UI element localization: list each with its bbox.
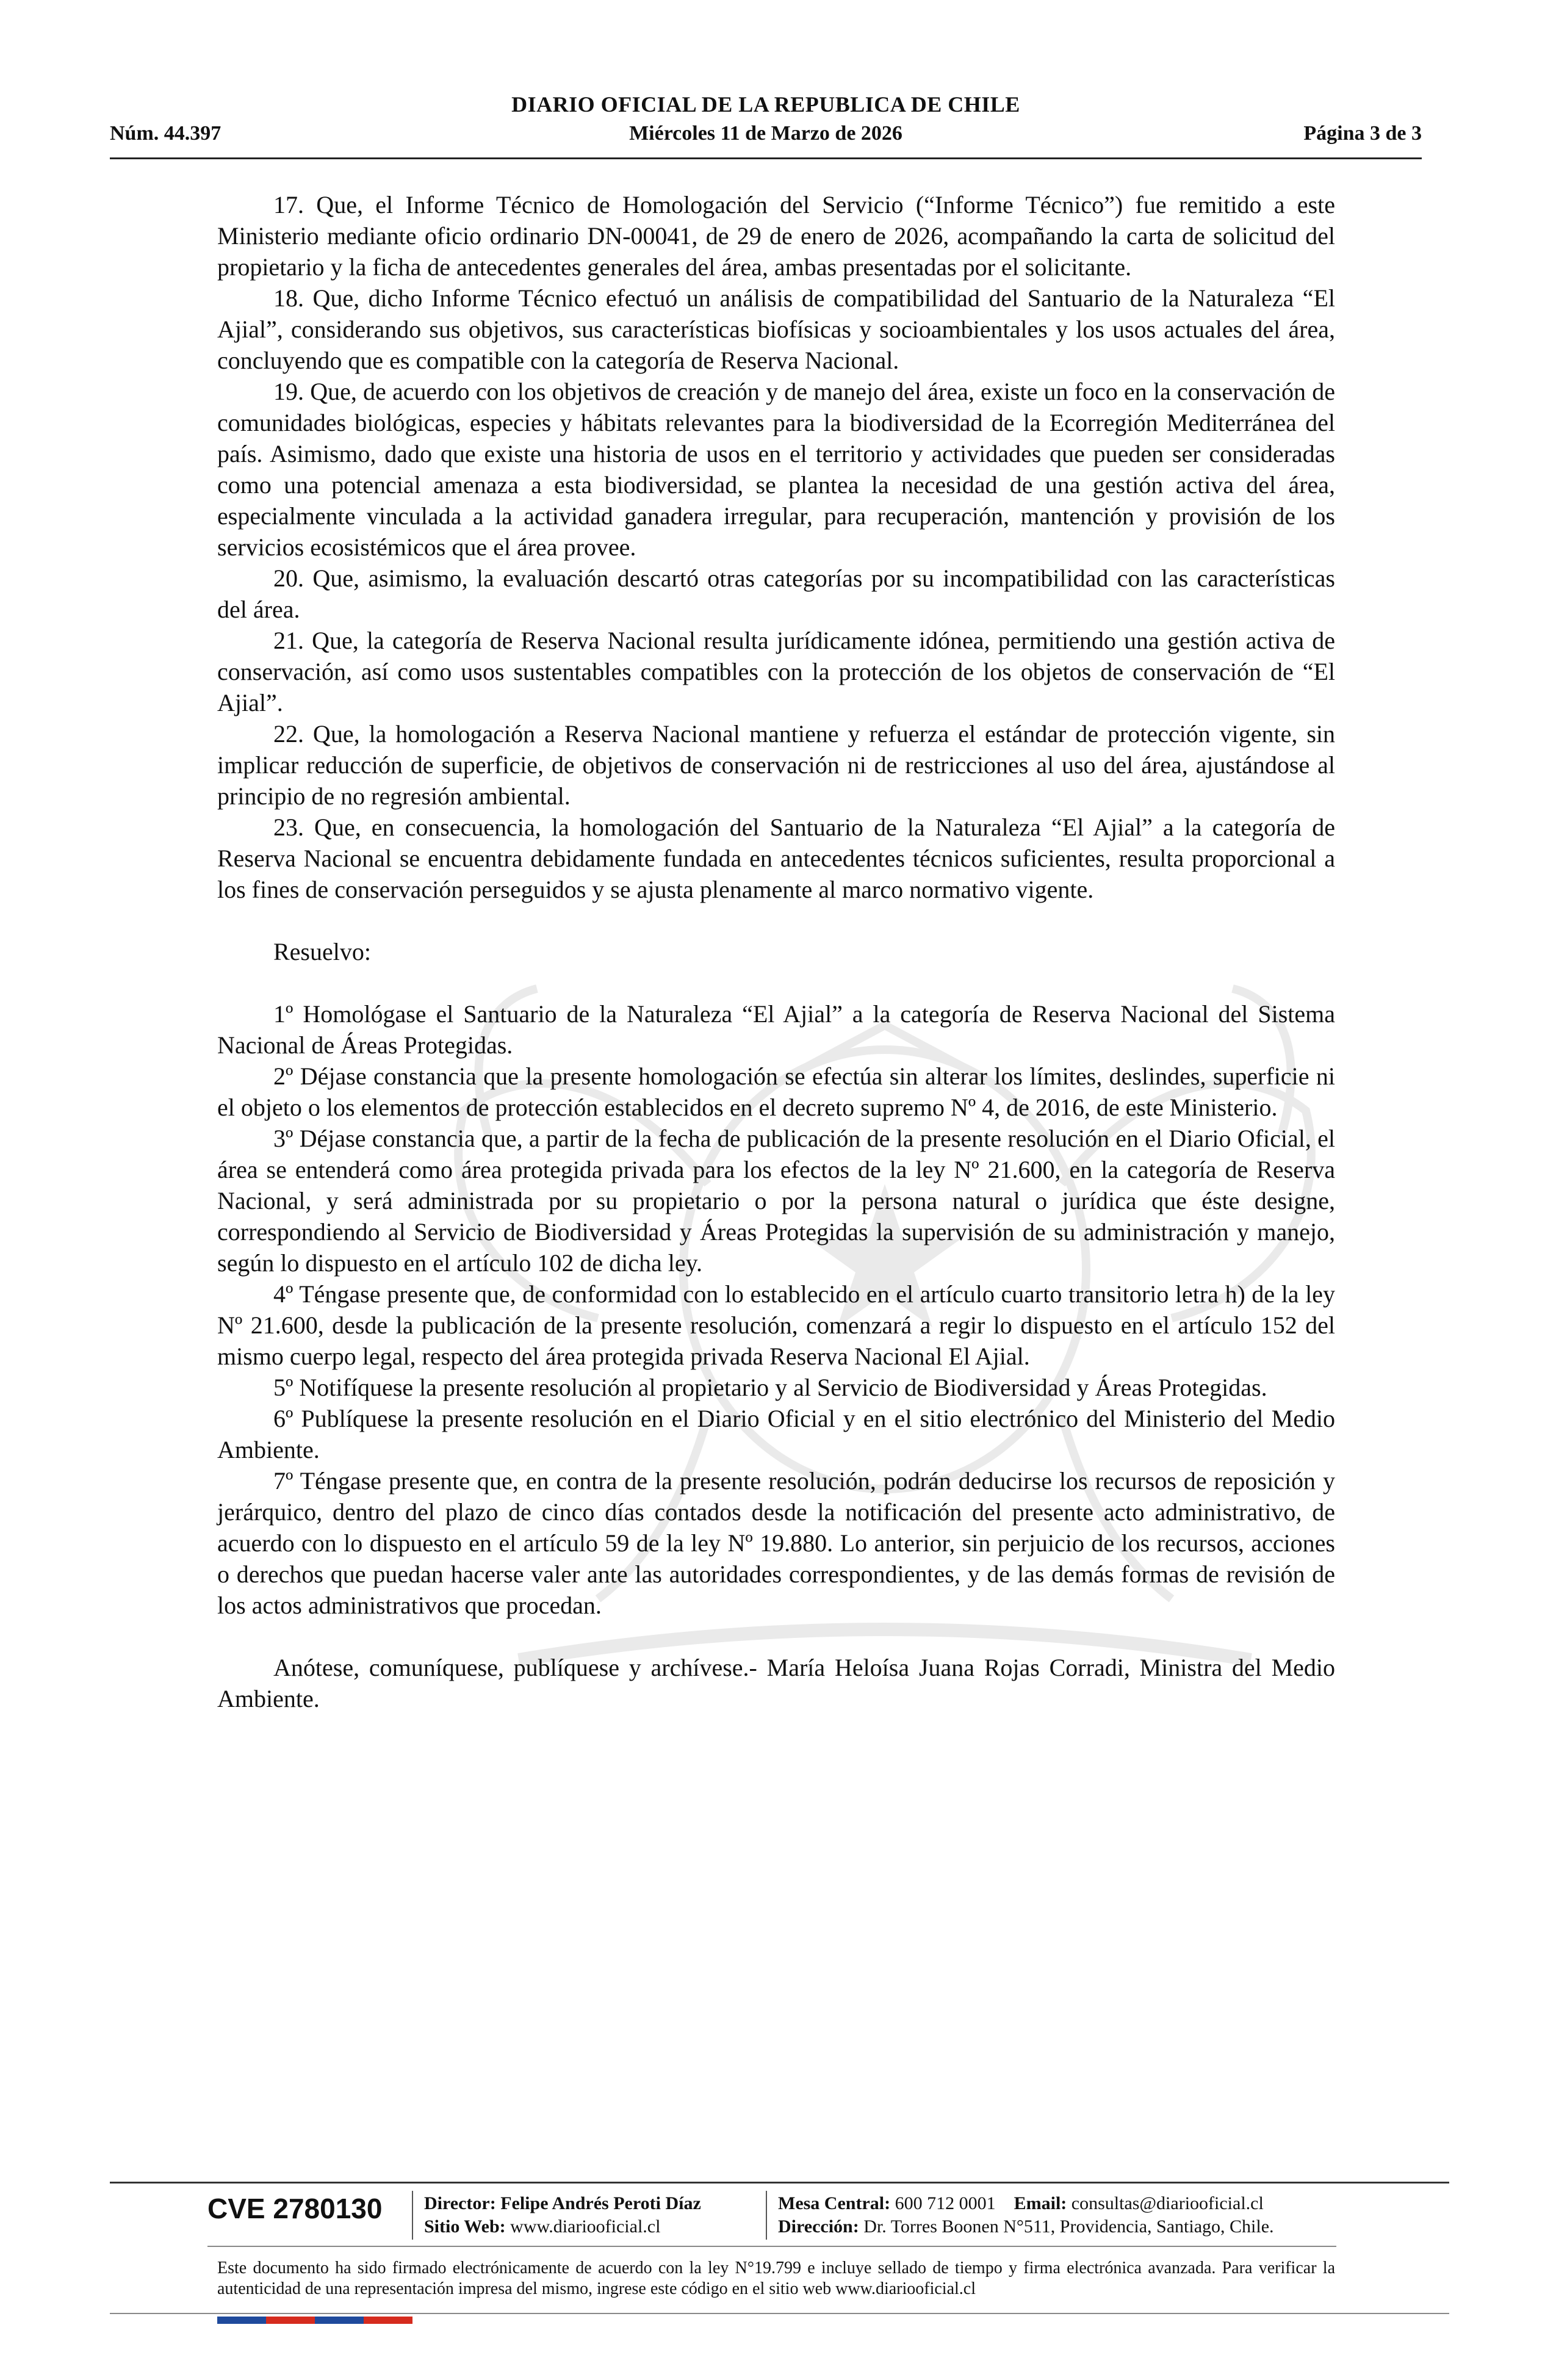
resolution-7: 7º Téngase presente que, en contra de la presente resolución, podrán deducirse los recursos de reposición y jerárquico, dentro del plazo de cinco días contados desde la notificación del presente acto administrativo, de acuerdo con lo dispuesto en el artículo 59 de la ley Nº 19.880. Lo anterior, sin perjuicio de los recursos, acciones o derechos que puedan hacerse valer ante las autoridades correspondientes, y de las demás formas de revisión de los actos administrativos que procedan. (217, 1467, 1335, 1619)
footer-divider-bottom (110, 2313, 1449, 2314)
footer-contact-block (778, 2192, 1274, 2238)
considerando-23: 23. Que, en consecuencia, la homologación del Santuario de la Naturaleza “El Ajial” a la categoría de Reserva Nacional se encuentra debidamente fundada en antecedentes técnicos suficientes, resulta proporcional a los fines de conservación perseguidos y se ajusta plenamente al marco normativo vigente. (217, 813, 1335, 903)
considerando-21: 21. Que, la categoría de Reserva Nacional resulta jurídicamente idónea, permitiendo una gestión activa de conservación, así como usos sustentables compatibles con la protección de los objetos de conservación de “El Ajial”. (217, 627, 1335, 716)
considerando-17: 17. Que, el Informe Técnico de Homologación del Servicio (“Informe Técnico”) fue remitido a este Ministerio mediante oficio ordinario DN-00041, de 29 de enero de 2026, acompañando la carta de solicitud del propietario y la ficha de antecedentes generales del área, ambas presentadas por el solicitante. (217, 191, 1335, 281)
mesa-label: Mesa Central: (778, 2193, 891, 2213)
considerando-18: 18. Que, dicho Informe Técnico efectuó un análisis de compatibilidad del Santuario de la Naturaleza “El Ajial”, considerando sus objetivos, sus características biofísicas y socioambientales y los usos actuales del área, concluyendo que es compatible con la categoría de Reserva Nacional. (217, 284, 1335, 374)
cve-code: CVE 2780130 (207, 2193, 383, 2224)
flag-red-segment (364, 2317, 412, 2324)
page-header (110, 92, 1422, 160)
page-indicator: Página 3 de 3 (1303, 122, 1422, 145)
address-label: Dirección: (778, 2216, 859, 2237)
director-label: Director: (424, 2193, 496, 2213)
considerando-22: 22. Que, la homologación a Reserva Nacional mantiene y refuerza el estándar de protección vigente, sin implicar reducción de superficie, de objetivos de conservación ni de restricciones al uso del área, ajustándose al principio de no regresión ambiental. (217, 720, 1335, 810)
publication-title: DIARIO OFICIAL DE LA REPUBLICA DE CHILE (511, 92, 1020, 117)
legal-notice: Este documento ha sido firmado electrónicamente de acuerdo con la ley N°19.799 e incluye sellado de tiempo y firma electrónica avanzada. Para verificar la autenticidad de una representación impresa del mismo, ingrese este código en el sitio web www.diariooficial.cl (217, 2259, 1335, 2298)
footer-director-block (424, 2192, 701, 2238)
resolution-3: 3º Déjase constancia que, a partir de la fecha de publicación de la presente resolución en el Diario Oficial, el área se entenderá como área protegida privada para los efectos de la ley Nº 21.600, en la categoría de Reserva Nacional, y será administrada por su propietario o por la persona natural o jurídica que éste designe, correspondiendo al Servicio de Biodiversidad y Áreas Protegidas la supervisión de su administración y manejo, según lo dispuesto en el artículo 102 de dicha ley. (217, 1125, 1335, 1277)
web-link[interactable]: www.diariooficial.cl (510, 2216, 661, 2237)
resolution-6: 6º Publíquese la presente resolución en el Diario Oficial y en el sitio electrónico del Ministerio del Medio Ambiente. (217, 1405, 1335, 1463)
web-label: Sitio Web: (424, 2216, 506, 2237)
footer-divider-top (110, 2182, 1449, 2183)
chile-flag-strip (217, 2317, 412, 2324)
resolution-2: 2º Déjase constancia que la presente homologación se efectúa sin alterar los límites, deslindes, superficie ni el objeto o los elementos de protección establecidos en el decreto supremo Nº 4, de 2016, de este Ministerio. (217, 1062, 1335, 1121)
considerando-20: 20. Que, asimismo, la evaluación descartó otras categorías por su incompatibilidad con las características del área. (217, 564, 1335, 623)
document-body (217, 189, 1335, 1714)
resolution-1: 1º Homológase el Santuario de la Naturaleza “El Ajial” a la categoría de Reserva Nacional del Sistema Nacional de Áreas Protegidas. (217, 1000, 1335, 1059)
closing-signature: Anótese, comuníquese, publíquese y archívese.- María Heloísa Juana Rojas Corradi, Ministra del Medio Ambiente. (217, 1654, 1335, 1712)
flag-blue-segment (217, 2317, 266, 2324)
mesa-phone: 600 712 0001 (895, 2193, 996, 2213)
email-label: Email: (1014, 2193, 1067, 2213)
email-link[interactable]: consultas@diariooficial.cl (1071, 2193, 1264, 2213)
director-name: Felipe Andrés Peroti Díaz (500, 2193, 701, 2213)
footer-separator (412, 2191, 413, 2240)
address-value: Dr. Torres Boonen N°511, Providencia, Santiago, Chile. (863, 2216, 1274, 2237)
issue-number: Núm. 44.397 (110, 122, 222, 145)
footer-separator (766, 2191, 767, 2240)
considerando-19: 19. Que, de acuerdo con los objetivos de creación y de manejo del área, existe un foco en la conservación de comunidades biológicas, especies y hábitats relevantes para la biodiversidad de la Ecorregión Mediterránea del país. Asimismo, dado que existe una historia de usos en el territorio y actividades que pueden ser consideradas como una potencial amenaza a esta biodiversidad, se plantea la necesidad de una gestión activa del área, especialmente vinculada a la actividad ganadera irregular, para recuperación, mantención y provisión de los servicios ecosistémicos que el área provee. (217, 378, 1335, 561)
issue-date: Miércoles 11 de Marzo de 2026 (629, 122, 902, 145)
resolution-4: 4º Téngase presente que, de conformidad con lo establecido en el artículo cuarto transitorio letra h) de la ley Nº 21.600, desde la publicación de la presente resolución, comenzará a regir lo dispuesto en el artículo 152 del mismo cuerpo legal, respecto del área protegida privada Reserva Nacional El Ajial. (217, 1280, 1335, 1370)
footer-divider-middle (207, 2246, 1336, 2247)
header-divider (110, 157, 1422, 159)
resuelvo-heading: Resuelvo: (273, 938, 371, 965)
resolution-5: 5º Notifíquese la presente resolución al propietario y al Servicio de Biodiversidad y Áreas Protegidas. (273, 1374, 1267, 1401)
flag-red-segment (266, 2317, 315, 2324)
flag-blue-segment (315, 2317, 364, 2324)
